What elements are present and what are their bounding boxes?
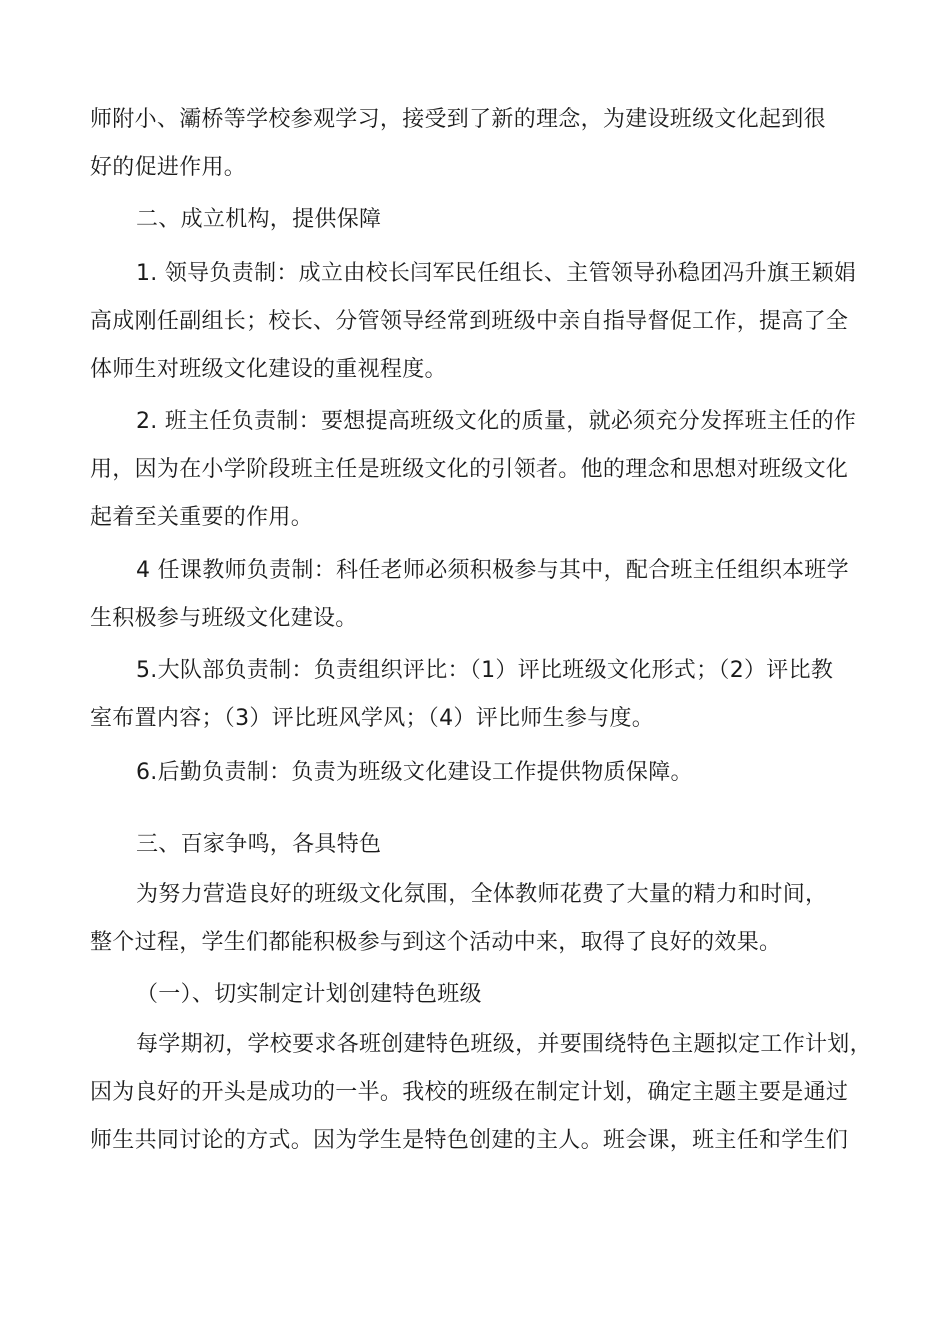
paragraph-line: 6.后勤负责制：负责为班级文化建设工作提供物质保障。 bbox=[136, 760, 693, 785]
paragraph-line: 师生共同讨论的方式。因为学生是特色创建的主人。班会课，班主任和学生们 bbox=[90, 1128, 849, 1153]
paragraph-line: 每学期初，学校要求各班创建特色班级，并要围绕特色主题拟定工作计划， bbox=[136, 1032, 872, 1057]
paragraph-line: 好的促进作用。 bbox=[90, 155, 247, 180]
paragraph-line: 整个过程，学生们都能积极参与到这个活动中来，取得了良好的效果。 bbox=[90, 930, 782, 955]
section-heading: 二、成立机构，提供保障 bbox=[136, 207, 382, 232]
paragraph-line: 4 任课教师负责制：科任老师必须积极参与其中，配合班主任组织本班学 bbox=[136, 558, 849, 583]
paragraph-line: 因为良好的开头是成功的一半。我校的班级在制定计划，确定主题主要是通过 bbox=[90, 1080, 849, 1105]
paragraph-line: 用，因为在小学阶段班主任是班级文化的引领者。他的理念和思想对班级文化 bbox=[90, 457, 849, 482]
subsection-heading: （一）、切实制定计划创建特色班级 bbox=[136, 982, 482, 1007]
paragraph-line: 为努力营造良好的班级文化氛围，全体教师花费了大量的精力和时间， bbox=[136, 882, 828, 907]
paragraph-line: 室布置内容；（3）评比班风学风；（4）评比师生参与度。 bbox=[90, 706, 655, 731]
paragraph-line: 体师生对班级文化建设的重视程度。 bbox=[90, 357, 447, 382]
section-heading: 三、百家争鸣，各具特色 bbox=[136, 832, 382, 857]
paragraph-line: 生积极参与班级文化建设。 bbox=[90, 606, 358, 631]
paragraph-line: 师附小、灞桥等学校参观学习，接受到了新的理念，为建设班级文化起到很 bbox=[90, 107, 826, 132]
paragraph-line: 2. 班主任负责制：要想提高班级文化的质量，就必须充分发挥班主任的作 bbox=[136, 409, 857, 434]
paragraph-line: 5.大队部负责制：负责组织评比：（1）评比班级文化形式；（2）评比教 bbox=[136, 658, 834, 683]
paragraph-line: 1. 领导负责制：成立由校长闫军民任组长、主管领导孙稳团冯升旗王颖娟 bbox=[136, 261, 857, 286]
paragraph-line: 高成刚任副组长；校长、分管领导经常到班级中亲自指导督促工作，提高了全 bbox=[90, 309, 849, 334]
paragraph-line: 起着至关重要的作用。 bbox=[90, 505, 314, 530]
